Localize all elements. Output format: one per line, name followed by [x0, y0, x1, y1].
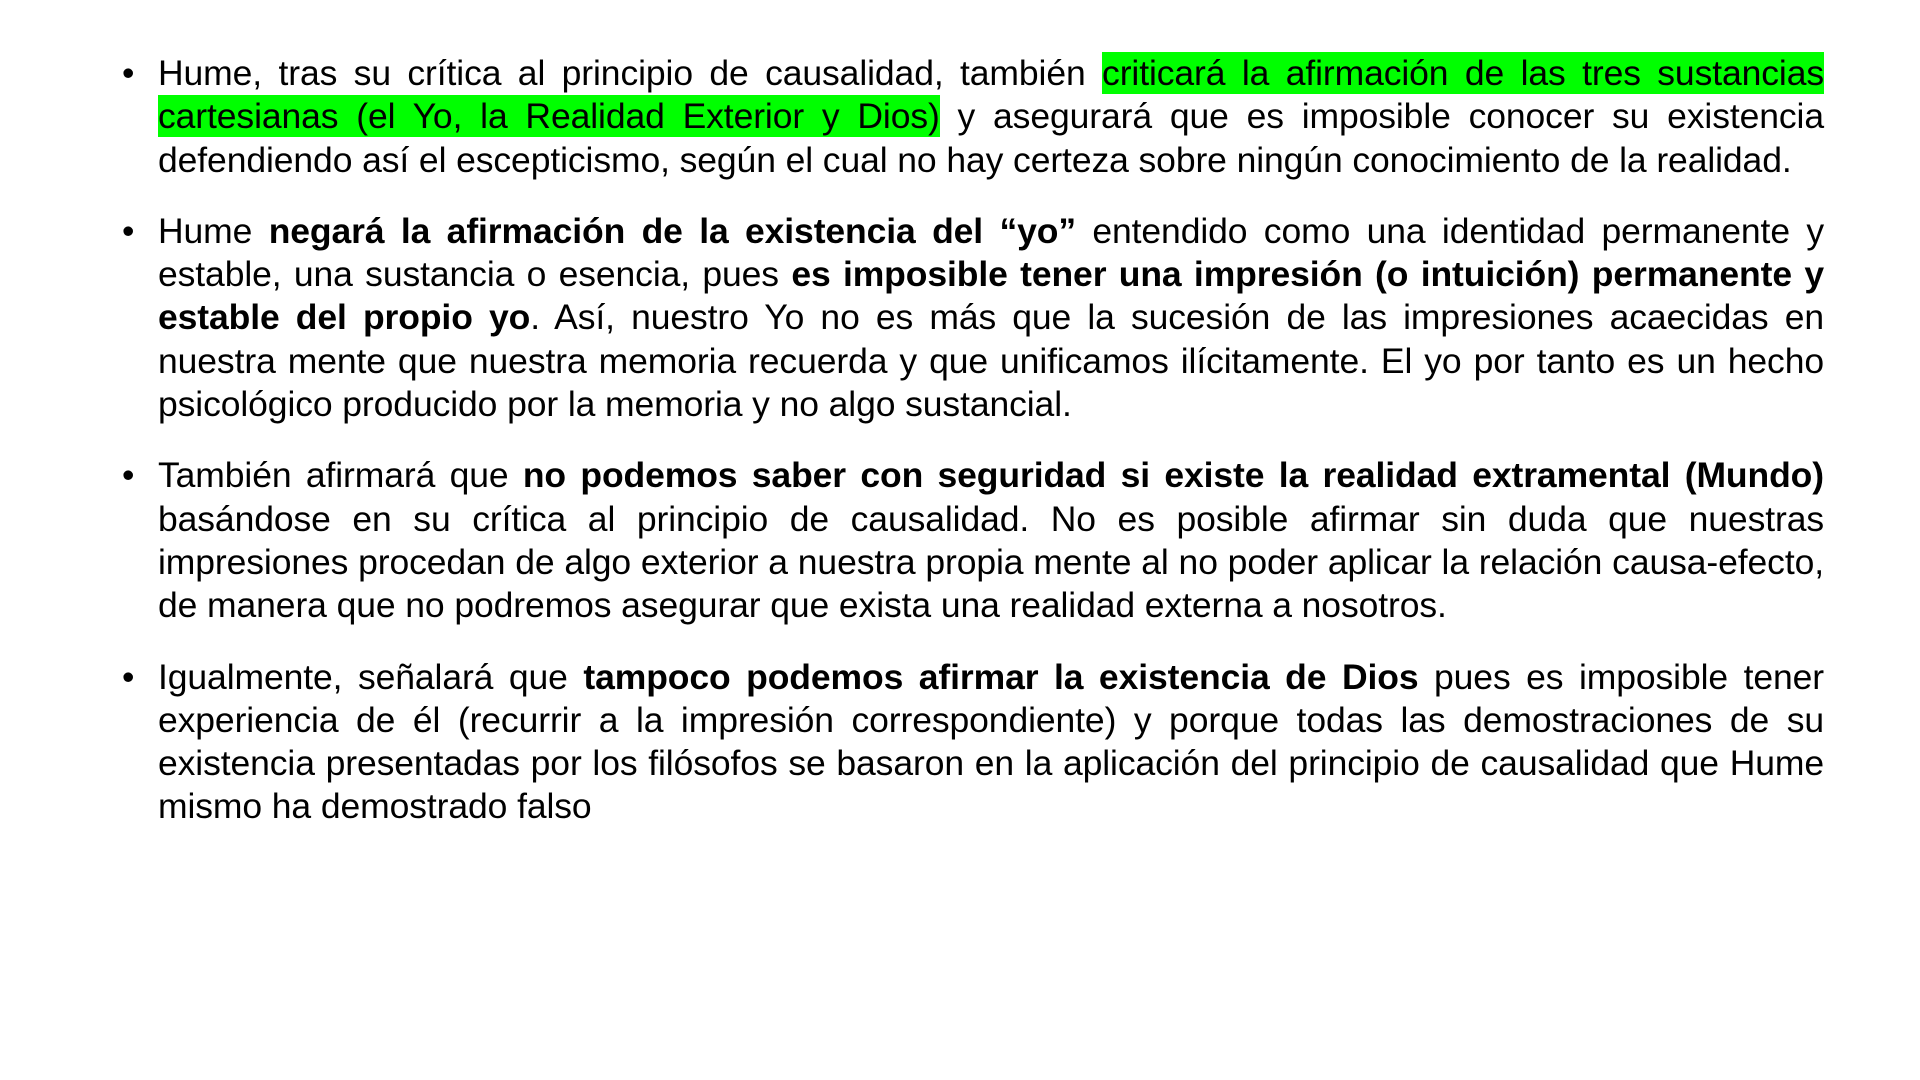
text-run: pues es imposible tener experiencia de él (recurrir a la impresión correspondiente) y porque todas las demostraciones de su existencia presentadas por los filósofos se basaron en la aplicación del principio de causalidad que Hume mismo ha demostrado falso — [158, 656, 1824, 827]
text-run: y asegurará que es imposible conocer su existencia defendiendo así el escepticismo, según el cual no hay certeza sobre ningún conocimiento de la realidad. — [158, 96, 1824, 180]
bullet-realidad-extramental — [110, 454, 1824, 627]
bold-text-run: tampoco podemos afirmar la existencia de Dios — [583, 656, 1419, 697]
bullet-existencia-dios — [110, 656, 1824, 829]
text-run: Hume — [158, 210, 269, 251]
text-run: basándose en su crítica al principio de causalidad. No es posible afirmar sin duda que nuestras impresiones procedan de algo exterior a nuestra propia mente al no poder aplicar la relación causa-efecto, de manera que no podremos asegurar que exista una realidad externa a nosotros. — [158, 498, 1824, 626]
bold-text-run: no podemos saber con seguridad si existe la realidad extramental (Mundo) — [522, 455, 1824, 496]
text-run: entendido como una identidad permanente y estable, una sustancia o esencia, pues — [158, 210, 1824, 295]
text-run: Igualmente, señalará que — [158, 656, 584, 697]
text-run: Hume, tras su crítica al principio de causalidad, también — [158, 53, 1103, 93]
bold-text-run: negará la afirmación de la existencia del “yo” — [268, 210, 1076, 251]
text-run: También afirmará que — [158, 455, 523, 496]
bullet-hume-sustancias — [110, 52, 1824, 182]
highlighted-text-run: criticará la afirmación de las tres sustancias cartesianas (el Yo, la Realidad Exterior y Dios) — [158, 53, 1825, 137]
bullet-list — [110, 52, 1824, 829]
bullet-negacion-yo — [110, 210, 1824, 426]
bullet-text — [158, 210, 1824, 426]
bullet-text — [158, 656, 1824, 829]
bullet-marker-icon: • — [122, 53, 135, 93]
bullet-marker-icon: • — [122, 455, 135, 496]
bullet-text — [158, 454, 1824, 627]
bullet-text — [158, 52, 1824, 182]
bullet-marker-icon: • — [122, 656, 135, 697]
text-run: . Así, nuestro Yo no es más que la sucesión de las impresiones acaecidas en nuestra mente que nuestra memoria recuerda y que unificamos ilícitamente. El yo por tanto es un hecho psicológico producido por la memoria y no algo sustancial. — [158, 297, 1824, 425]
bullet-marker-icon: • — [122, 210, 135, 251]
bold-text-run: es imposible tener una impresión (o intuición) permanente y estable del propio yo — [158, 254, 1824, 338]
